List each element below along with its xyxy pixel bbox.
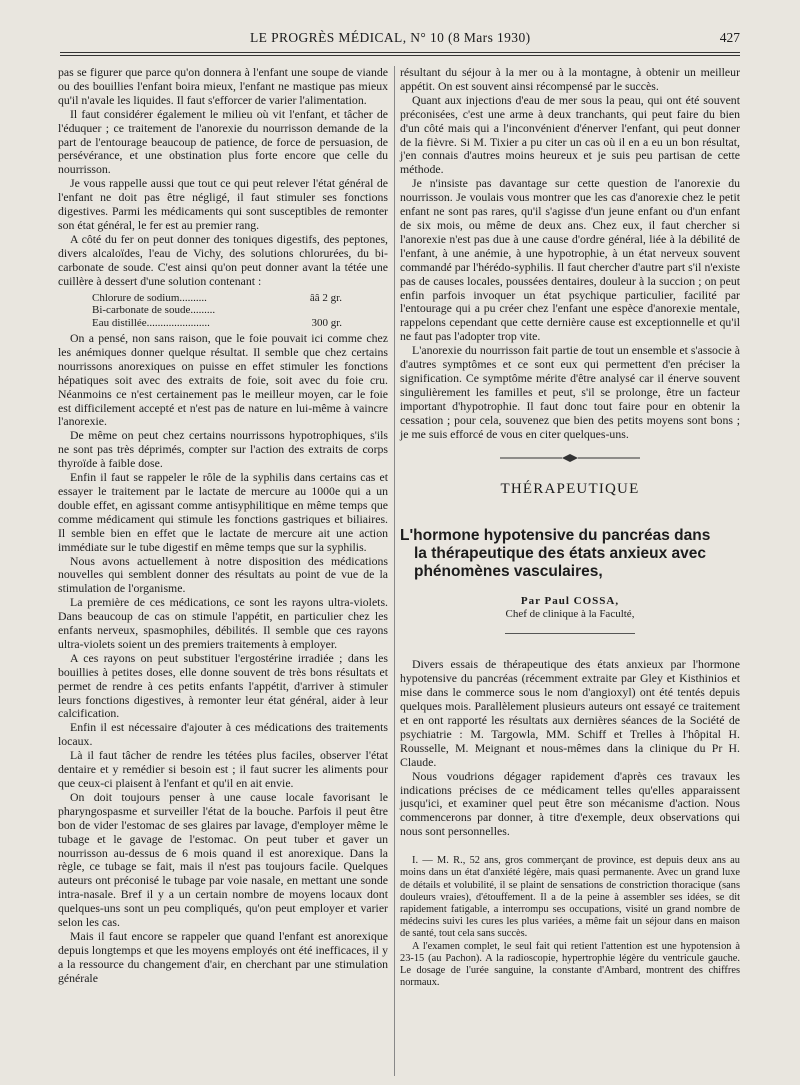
paragraph: pas se figurer que parce qu'on donnera à l'enfant une soupe de viande ou des bouillies l'enfant boira mieux, l'enfant ne mastique pas mieux qu'il n'avale les liquides. Il faut s'efforcer de varier l'alimentation. [58,65,388,107]
header-rule-thin [60,55,740,56]
paragraph: résultant du séjour à la mer ou à la montagne, à obtenir un meilleur appétit. On est souvent ainsi récompensé par le succès. [400,65,740,93]
paragraph: De même on peut chez certains nourrissons hypotrophiques, s'ils ne sont pas très déprimés, compter sur l'action des extraits de corps thyroïde à faible dose. [58,428,388,471]
column-divider [394,66,395,1076]
paragraph: On doit toujours penser à une cause locale favorisant le pharyngospasme et surveiller l'état de la bouche. Parfois il peut être bon de vider l'estomac de ses glaires par lavage, d'employer même le tubage et le gavage de l'estomac. On peut tuber et gaver un nourrisson au-dessus de 6 mois quand il est anorexique. Dans la règle, ce tubage se fait, mais il n'est pas toujours facile. Quelques auteurs ont préconisé le tubage par voie nasale, en mettant une sonde intra-nasale. Bref il y a un certain nombre de moyens locaux dont quelques-uns sont un peu compliqués, qu'on peut employer et varier selon les cas. [58,789,388,930]
paragraph: Quant aux injections d'eau de mer sous la peau, qui ont été souvent préconisées, c'est une arme à deux tranchants, qui peut faire du bien d'un côté mais qui a l'inconvénient d'énerver l'enfant, qui peut donner de la fièvre. Si M. Tixier a pu citer un cas où il en a eu un bon résultat, j'en connais d'autres moins heureux et je suis peu partisan de cette méthode. [400,92,740,177]
ornament-rule-icon [500,453,640,463]
running-header [60,28,740,50]
observation-paragraph: A l'examen complet, le seul fait qui retient l'attention est une hypotension à 23-15 (au Pachon). A la radioscopie, hypertrophie légère du ventricule gauche. Le dosage de l'urée sanguine, la constante d'Ambard, montrent des chiffres normaux. [400,940,740,989]
author-role: Chef de clinique à la Faculté, [505,608,635,621]
byline [400,595,740,621]
byline-rule [505,633,635,634]
formula-quantity [282,304,342,317]
article-title [400,527,740,581]
article-title-line: la thérapeutique des états anxieux avec [414,545,707,563]
prescription-formula [92,292,388,330]
article-title-line: phénomènes vasculaires, [414,563,603,581]
paragraph: On a pensé, non sans raison, que le foie pouvait ici comme chez les anémiques donner quelque résultat. Il semble que chez certains nourrissons anorexiques on puisse en effet stimuler les fonctions hépatiques soit avec des extraits de foie, soit avec du foie cru. Néanmoins ce n'est certainement pas le meilleur moyen, car le foie est difficilement accepté et n'est pas de nature en lui-même à vaincre l'anorexie. [58,331,388,429]
header-rule [60,52,740,53]
paragraph: Là il faut tâcher de rendre les tétées plus faciles, observer l'état dentaire et y remédier si besoin est ; il faut sucrer les aliments pour que ceux-ci plaisent à l'enfant et qu'il en ait envie. [58,748,388,790]
author-name: Par Paul COSSA, [520,595,620,608]
formula-ingredient: Eau distillée....................... [92,316,210,329]
formula-row [92,304,388,317]
paragraph: Nous voudrions dégager rapidement d'après ces travaux les indications précises de ce médicament telles qu'elles apparaissent jusqu'ici, et examiner quel peut être son mécanisme d'action. Nous commencerons par donner, à titre d'exemple, deux observations qui nous sont personnelles. [400,768,740,839]
paragraph: Nous avons actuellement à notre disposition des médications nouvelles qui semblent donner des résultats au point de vue de la stimulation de l'organisme. [58,553,388,596]
formula-quantity: 300 gr. [311,316,342,329]
journal-title: LE PROGRÈS MÉDICAL, N° 10 (8 Mars 1930) [250,30,531,45]
paragraph: Enfin il est nécessaire d'ajouter à ces médications des traitements locaux. [58,720,388,749]
paragraph: A ces rayons on peut substituer l'ergostérine irradiée ; dans les bouillies à petites doses, elle donne souvent de très bons résultats et permet de rendre à ces petits enfants l'appétit, d'arriver à stimuler leurs fonctions digestives, à remonter leur état général, aider à leur calcification. [58,650,388,721]
page-number: 427 [719,30,740,45]
section-separator-ornament [400,453,740,463]
paragraph: Je vous rappelle aussi que tout ce qui peut relever l'état général de l'enfant ne doit pas être négligé, il faut stimuler ses fonctions digestives. Parmi les médicaments qui sont susceptibles de remonter son état général, le fer est au premier rang. [58,176,388,232]
paragraph: Mais il faut encore se rappeler que quand l'enfant est anorexique depuis longtemps et que les moyens employés ont été inefficaces, il y a la ressource du changement d'air, en cherchant par une stimulation générale [58,928,388,985]
right-column [400,66,740,989]
formula-ingredient: Chlorure de sodium.......... [92,291,207,304]
paragraph: Divers essais de thérapeutique des états anxieux par l'hormone hypotensive du pancréas (récemment extraite par Gley et Kisthinios et mise dans le commerce sous le nom d'angioxyl) ont été tentés depuis quelques mois. Parallèlement plusieurs auteurs ont essayé ce traitement et en ont rapporté les résultats aux dernières séances de la Société de psychiatrie : M. Targowla, MM. Schiff et Trelles à l'hôpital H. Rousselle, M. Meignant et nous-mêmes dans la clinique du Pr H. Claude. [400,657,740,769]
paragraph: La première de ces médications, ce sont les rayons ultra-violets. Dans beaucoup de cas on stimule l'appétit, en particulier chez les enfants nerveux, spasmophiles, débilités. Il semble que ces rayons ultra-violets soient un des premiers traitements à employer. [58,595,388,651]
paragraph: Enfin il faut se rappeler le rôle de la syphilis dans certains cas et essayer le traitement par le lactate de mercure au 1000e qui a un double effet, en agissant comme antisyphilitique en même temps que comme médicament qui stimule les fonctions gastriques et biliaires. Il semble bien en effet que le lactate de mercure ait une action immédiate sur le tube digestif en même temps que sur la syphilis. [58,470,388,554]
paragraph: Il faut considérer également le milieu où vit l'enfant, et tâcher de l'éduquer ; ce traitement de l'anorexie du nourrisson demande de la part de l'entourage beaucoup de patience, de force de persuasion, de persévérance, et une obstination plus forte encore que celle du nourrisson. [58,106,388,177]
formula-ingredient: Bi-carbonate de soude......... [92,304,216,316]
left-column [58,66,388,986]
paragraph: L'anorexie du nourrisson fait partie de tout un ensemble et s'associe à d'autres symptômes et ce sont eux qui permettent d'en préciser la signification. Ce symptôme mérite d'être analysé car il énerve souvent singulièrement les familles et peut, s'il se prolonge, être un facteur important d'hypotrophie. Il faut donc tout faire pour en obtenir la cessation ; pour cela, souvenez que bien des petits moyens sont bons ; je me suis efforcé de vous en citer quelques-uns. [400,343,740,441]
paragraph: A côté du fer on peut donner des toniques digestifs, des peptones, divers alcaloïdes, l'eau de Vichy, des solutions chlorurées, du bi-carbonate de soude. C'est ainsi qu'on peut donner avant la tétée une cuillère à dessert d'une solution contenant : [58,231,388,288]
observation-paragraph: I. — M. R., 52 ans, gros commerçant de province, est depuis deux ans au moins dans un état d'anxiété légère, mais quasi permanente. Avec un grand luxe de détails et volubilité, il se plaint de sensations de constriction thoracique (sans douleurs vraies), d'étouffement. Il a de la peine à assembler ses idées, se dit rapidement fatigable, a interrompu ses occupations, visité un grand nombre de médecins suivi les cures les plus variées, a même fait un séjour dans en maison de santé, tout cela sans succès. [400,855,740,940]
paragraph: Je n'insiste pas davantage sur cette question de l'anorexie du nourrisson. Je voulais vous montrer que les cas d'anorexie chez le petit enfant ne sont pas rares, qu'il s'agisse d'un jeune enfant ou d'un enfant de six mois, ou même de deux ans. Chez eux, il faut chercher si l'anorexie n'est pas due à une cause d'ordre général, liée à la débilité de l'enfant, à une anémie, à une hypotrophie, à un état nerveux souvent commandé par l'hérédo-syphilis. Il faut chercher d'autre part s'il n'existe pas de causes locales, poussées dentaires, douleur à la succion ; on peut enfin parfois invoquer un état psychique particulier, facilité par l'entourage qui a pu créer chez l'enfant une espèce d'anorexie mentale, rappelons cependant que cette dernière cause est exceptionnelle et qu'il ne faut pas l'adopter trop vite. [400,176,740,344]
article-title-line: L'hormone hypotensive du pancréas dans [400,527,711,545]
formula-row [92,317,388,330]
section-title: THÉRAPEUTIQUE [500,481,640,498]
formula-quantity: ââ 2 gr. [309,291,342,304]
formula-row [92,292,388,305]
